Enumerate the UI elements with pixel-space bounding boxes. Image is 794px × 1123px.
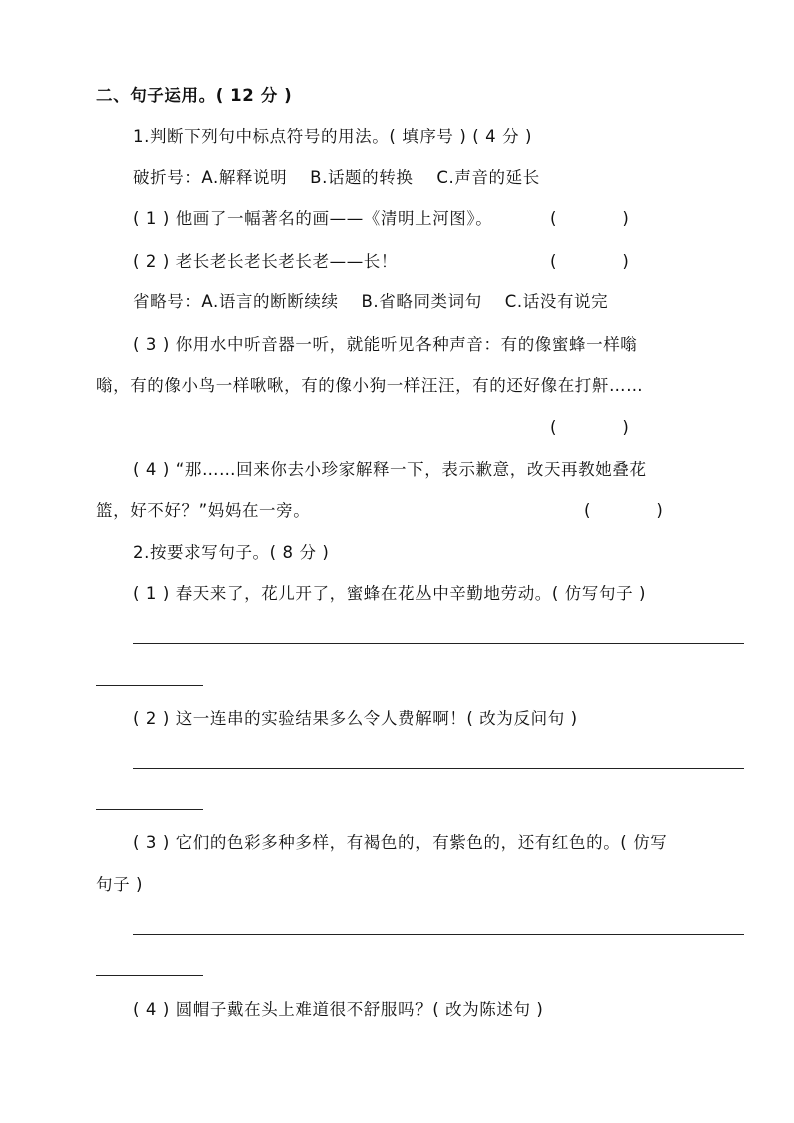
answer-blank-2[interactable]: ( ) [550,252,629,271]
q1-item-4-line-2: 篮，好不好？”妈妈在一旁。 [96,501,311,520]
writing-line-1[interactable] [133,643,744,644]
q2-item-4: ( 4 ) 圆帽子戴在头上难道很不舒服吗？( 改为陈述句 ) [133,1000,544,1019]
writing-line-3-continuation[interactable] [96,975,203,976]
writing-line-2[interactable] [133,768,744,769]
q2-title: 2.按要求写句子。( 8 分 ) [133,543,330,562]
q2-item-3-line-1: ( 3 ) 它们的色彩多种多样，有褐色的，有紫色的，还有红色的。( 仿写 [133,833,668,852]
answer-blank-4[interactable]: ( ) [584,501,663,520]
q2-item-3-line-2: 句子 ) [96,875,144,894]
ellipsis-options: 省略号：A.语言的断断续续 B.省略同类词句 C.话没有说完 [133,292,609,311]
q1-item-3-line-1: ( 3 ) 你用水中听音器一听，就能听见各种声音：有的像蜜蜂一样嗡 [133,335,638,354]
dash-options: 破折号：A.解释说明 B.话题的转换 C.声音的延长 [133,168,540,187]
q1-item-4-line-1: ( 4 ) “那……回来你去小珍家解释一下，表示歉意，改天再教她叠花 [133,460,647,479]
q2-item-1: ( 1 ) 春天来了，花儿开了，蜜蜂在花丛中辛勤地劳动。( 仿写句子 ) [133,584,647,603]
q2-item-2: ( 2 ) 这一连串的实验结果多么令人费解啊！( 改为反问句 ) [133,709,578,728]
q1-title: 1.判断下列句中标点符号的用法。( 填序号 ) ( 4 分 ) [133,127,533,146]
q1-item-1: ( 1 ) 他画了一幅著名的画——《清明上河图》。 [133,209,493,228]
answer-blank-1[interactable]: ( ) [550,209,629,228]
q1-item-3-line-2: 嗡，有的像小鸟一样啾啾，有的像小狗一样汪汪，有的还好像在打鼾…… [96,376,644,395]
writing-line-3[interactable] [133,934,744,935]
q1-item-2: ( 2 ) 老长老长老长老长老——长！ [133,252,399,271]
writing-line-2-continuation[interactable] [96,809,203,810]
section-title: 二、句子运用。( 12 分 ) [96,86,293,105]
answer-blank-3[interactable]: ( ) [550,418,629,437]
writing-line-1-continuation[interactable] [96,685,203,686]
